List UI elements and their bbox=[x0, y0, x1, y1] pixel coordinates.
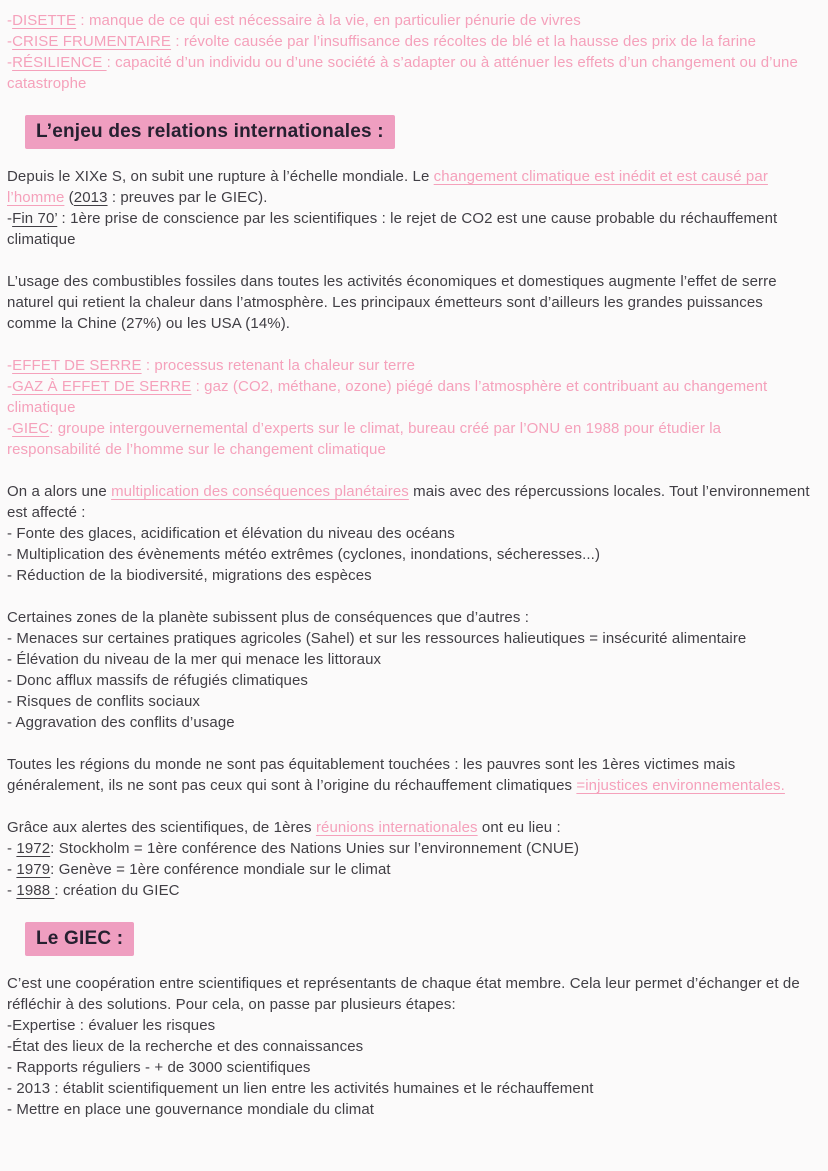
body-text: - Élévation du niveau de la mer qui menace les littoraux bbox=[7, 651, 382, 668]
body-text: - 2013 : établit scientifiquement un lien entre les activités humaines et le réchauffement bbox=[7, 1080, 594, 1097]
body-text: - bbox=[7, 840, 17, 857]
pink-text: : processus retenant la chaleur sur terre bbox=[141, 357, 416, 374]
heading-le-giec-row bbox=[7, 922, 812, 956]
pink-underlined-term: RÉSILIENCE bbox=[12, 54, 107, 71]
pink-underlined-term: multiplication des conséquences planétaires bbox=[111, 483, 409, 500]
body-text: Toutes les régions du monde ne sont pas équitablement touchées : les pauvres sont les 1ères victimes mais généralement, ils ne sont pas ceux qui sont à l’origine du réchauffement climatiques bbox=[7, 756, 736, 794]
body-text: -État des lieux de la recherche et des connaissances bbox=[7, 1038, 364, 1055]
body-text: mais avec des répercussions locales. Tout l’environnement est affecté : bbox=[7, 483, 810, 521]
pink-text: : révolte causée par l’insuffisance des récoltes de blé et la hausse des prix de la farine bbox=[171, 33, 757, 50]
paragraph-injustices-environnementales bbox=[7, 754, 812, 796]
body-text: - bbox=[7, 882, 17, 899]
underlined-date: 1972 bbox=[16, 840, 51, 857]
body-text: On a alors une bbox=[7, 483, 112, 500]
pink-underlined-term: =injustices environnementales. bbox=[576, 777, 785, 794]
paragraph-rupture-mondiale bbox=[7, 166, 812, 250]
pink-underlined-term: GIEC bbox=[12, 420, 50, 437]
body-text: Certaines zones de la planète subissent plus de conséquences que d’autres : bbox=[7, 609, 530, 626]
vocab-definitions-climat bbox=[7, 355, 812, 460]
body-text: Grâce aux alertes des scientifiques, de 1ères bbox=[7, 819, 316, 836]
body-text: -Expertise : évaluer les risques bbox=[7, 1017, 216, 1034]
body-text: : Genève = 1ère conférence mondiale sur le climat bbox=[50, 861, 391, 878]
body-text: - Aggravation des conflits d’usage bbox=[7, 714, 235, 731]
heading-enjeu-relations-internationales: L’enjeu des relations internationales : bbox=[25, 115, 395, 149]
body-text: - Donc afflux massifs de réfugiés climatiques bbox=[7, 672, 309, 689]
paragraph-zones-consequences bbox=[7, 607, 812, 733]
pink-underlined-term: EFFET DE SERRE bbox=[12, 357, 142, 374]
vocab-definitions-top bbox=[7, 10, 812, 94]
pink-text: - bbox=[7, 420, 13, 437]
body-text: - Multiplication des évènements météo extrêmes (cyclones, inondations, sécheresses...) bbox=[7, 546, 601, 563]
document-body bbox=[7, 10, 812, 1120]
pink-text: : groupe intergouvernemental d’experts sur le climat, bureau créé par l’ONU en 1988 pour étudier la responsabilité de l’homme sur le changement climatique bbox=[7, 420, 722, 458]
body-text: C’est une coopération entre scientifiques et représentants de chaque état membre. Cela leur permet d’échanger et de réfléchir à des solutions. Pour cela, on passe par plusieurs étapes: bbox=[7, 975, 800, 1013]
body-text: : création du GIEC bbox=[54, 882, 180, 899]
pink-underlined-term: DISETTE bbox=[12, 12, 77, 29]
pink-underlined-term: GAZ À EFFET DE SERRE bbox=[12, 378, 192, 395]
pink-underlined-term: CRISE FRUMENTAIRE bbox=[12, 33, 172, 50]
body-text: - bbox=[7, 210, 13, 227]
pink-text: : capacité d’un individu ou d’une société à s’adapter ou à atténuer les effets d’un changement ou d’une catastrophe bbox=[7, 54, 798, 92]
pink-text: : gaz (CO2, méthane, ozone) piégé dans l’atmosphère et contribuant au changement climatique bbox=[7, 378, 768, 416]
underlined-date: 2013 bbox=[73, 189, 108, 206]
body-text: - Mettre en place une gouvernance mondiale du climat bbox=[7, 1101, 375, 1118]
paragraph-giec-cooperation bbox=[7, 973, 812, 1120]
pink-text: - bbox=[7, 33, 13, 50]
pink-underlined-term: réunions internationales bbox=[315, 819, 478, 836]
paragraph-combustibles-fossiles bbox=[7, 271, 812, 334]
pink-text: - bbox=[7, 12, 13, 29]
paragraph-consequences-planetaires bbox=[7, 481, 812, 586]
underlined-date: Fin 70’ bbox=[12, 210, 58, 227]
underlined-date: 1988 bbox=[16, 882, 55, 899]
underlined-date: 1979 bbox=[16, 861, 51, 878]
body-text: : Stockholm = 1ère conférence des Nations Unies sur l’environnement (CNUE) bbox=[50, 840, 580, 857]
body-text: - Fonte des glaces, acidification et élévation du niveau des océans bbox=[7, 525, 455, 542]
body-text: - Réduction de la biodiversité, migrations des espèces bbox=[7, 567, 372, 584]
body-text: ont eu lieu : bbox=[477, 819, 561, 836]
paragraph-reunions-internationales bbox=[7, 817, 812, 901]
pink-text: : manque de ce qui est nécessaire à la vie, en particulier pénurie de vivres bbox=[76, 12, 581, 29]
body-text: : preuves par le GIEC). bbox=[107, 189, 268, 206]
pink-text: - bbox=[7, 54, 13, 71]
heading-enjeu-relations-internationales-row bbox=[7, 115, 812, 149]
pink-text: - bbox=[7, 357, 13, 374]
body-text: - Risques de conflits sociaux bbox=[7, 693, 200, 710]
body-text: ( bbox=[64, 189, 74, 206]
body-text: - bbox=[7, 861, 17, 878]
body-text: : 1ère prise de conscience par les scientifiques : le rejet de CO2 est une cause probable du réchauffement climatique bbox=[7, 210, 778, 248]
body-text: Depuis le XIXe S, on subit une rupture à l’échelle mondiale. Le bbox=[7, 168, 434, 185]
pink-underlined-term: changement climatique est inédit et est causé par l’homme bbox=[7, 168, 768, 206]
body-text: L’usage des combustibles fossiles dans toutes les activités économiques et domestiques augmente l’effet de serre naturel qui retient la chaleur dans l’atmosphère. Les principaux émetteurs sont d’ailleurs les grandes puissances comme la Chine (27%) ou les USA (14%). bbox=[7, 273, 777, 332]
heading-le-giec: Le GIEC : bbox=[25, 922, 134, 956]
body-text: - Menaces sur certaines pratiques agricoles (Sahel) et sur les ressources halieutiques = insécurité alimentaire bbox=[7, 630, 747, 647]
body-text: - Rapports réguliers - + de 3000 scientifiques bbox=[7, 1059, 311, 1076]
pink-text: - bbox=[7, 378, 13, 395]
